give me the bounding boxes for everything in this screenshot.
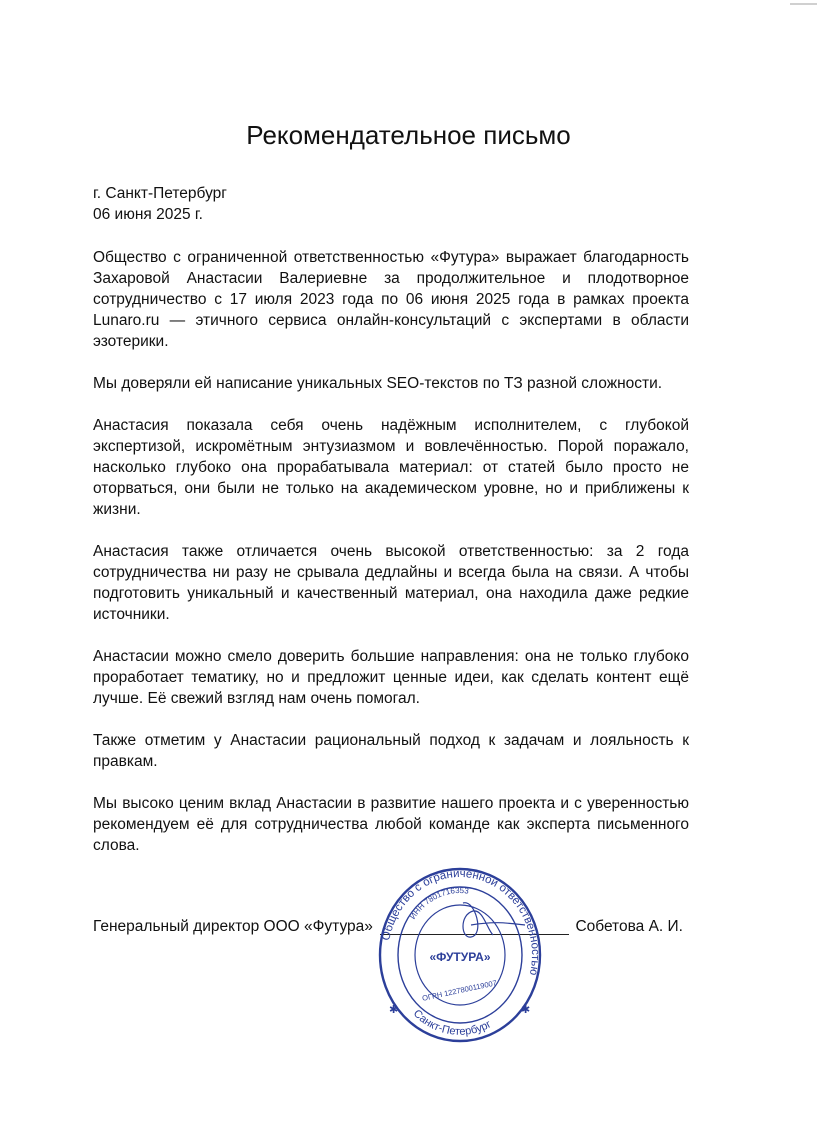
paragraph: Анастасии можно смело доверить большие направления: она не только глубоко проработает тематику, но и предложит ценные идеи, как сделать контент ещё лучше. Её свежий взгляд нам очень помогал. — [93, 648, 689, 707]
paragraph: Анастасия показала себя очень надёжным исполнителем, с глубокой экспертизой, искромётным энтузиазмом и вовлечённостью. Порой поражало, насколько глубоко она прорабатывала материал: от статей было просто не оторваться, они были не только на академическом уровне, но и приближены к жизни. — [93, 417, 689, 518]
letter-city: г. Санкт-Петербург — [93, 185, 227, 202]
paragraph: Также отметим у Анастасии рациональный подход к задачам и лояльность к правкам. — [93, 732, 689, 770]
company-stamp — [375, 865, 545, 1045]
stamp-star-left: ✱ — [389, 1004, 399, 1016]
letter-title: Рекомендательное письмо — [246, 120, 571, 150]
paragraph: Мы высоко ценим вклад Анастасии в развитие нашего проекта и с уверенностью рекомендуем её для сотрудничества любой команде как эксперта письменного слова. — [93, 795, 689, 854]
stamp-star-right: ✱ — [521, 1004, 531, 1016]
stamp-center: «ФУТУРА» — [429, 950, 491, 964]
letter-meta — [93, 183, 227, 225]
stamp-city: Санкт-Петербург — [410, 1007, 494, 1038]
signer-role: Генеральный директор ООО «Футура» — [93, 918, 373, 935]
scan-edge-line — [790, 3, 817, 5]
paragraph: Мы доверяли ей написание уникальных SEO-текстов по ТЗ разной сложности. — [93, 375, 663, 392]
paragraph: Общество с ограниченной ответственностью «Футура» выражает благодарность Захаровой Анастасии Валериевне за продолжительное и плодотворное сотрудничество с 17 июля 2023 года по 06 июня 2025 года в рамках проекта Lunaro.ru — этичного сервиса онлайн-консультаций с экспертами в области эзотерики. — [93, 249, 689, 350]
stamp-outer-text: Общество с ограниченной ответственностью — [380, 867, 542, 977]
letter-body — [93, 247, 689, 877]
paragraph: Анастасия также отличается очень высокой ответственностью: за 2 года сотрудничества ни разу не срывала дедлайны и всегда была на связи. А чтобы подготовить уникальный и качественный материал, она находила даже редкие источники. — [93, 543, 689, 623]
signer-name: Собетова А. И. — [575, 918, 683, 935]
letter-date: 06 июня 2025 г. — [93, 206, 203, 223]
stamp-ogrn: ОГРН 1227800119007 — [421, 978, 498, 1003]
stamp-inn: ИНН 7801716353 — [408, 885, 470, 921]
